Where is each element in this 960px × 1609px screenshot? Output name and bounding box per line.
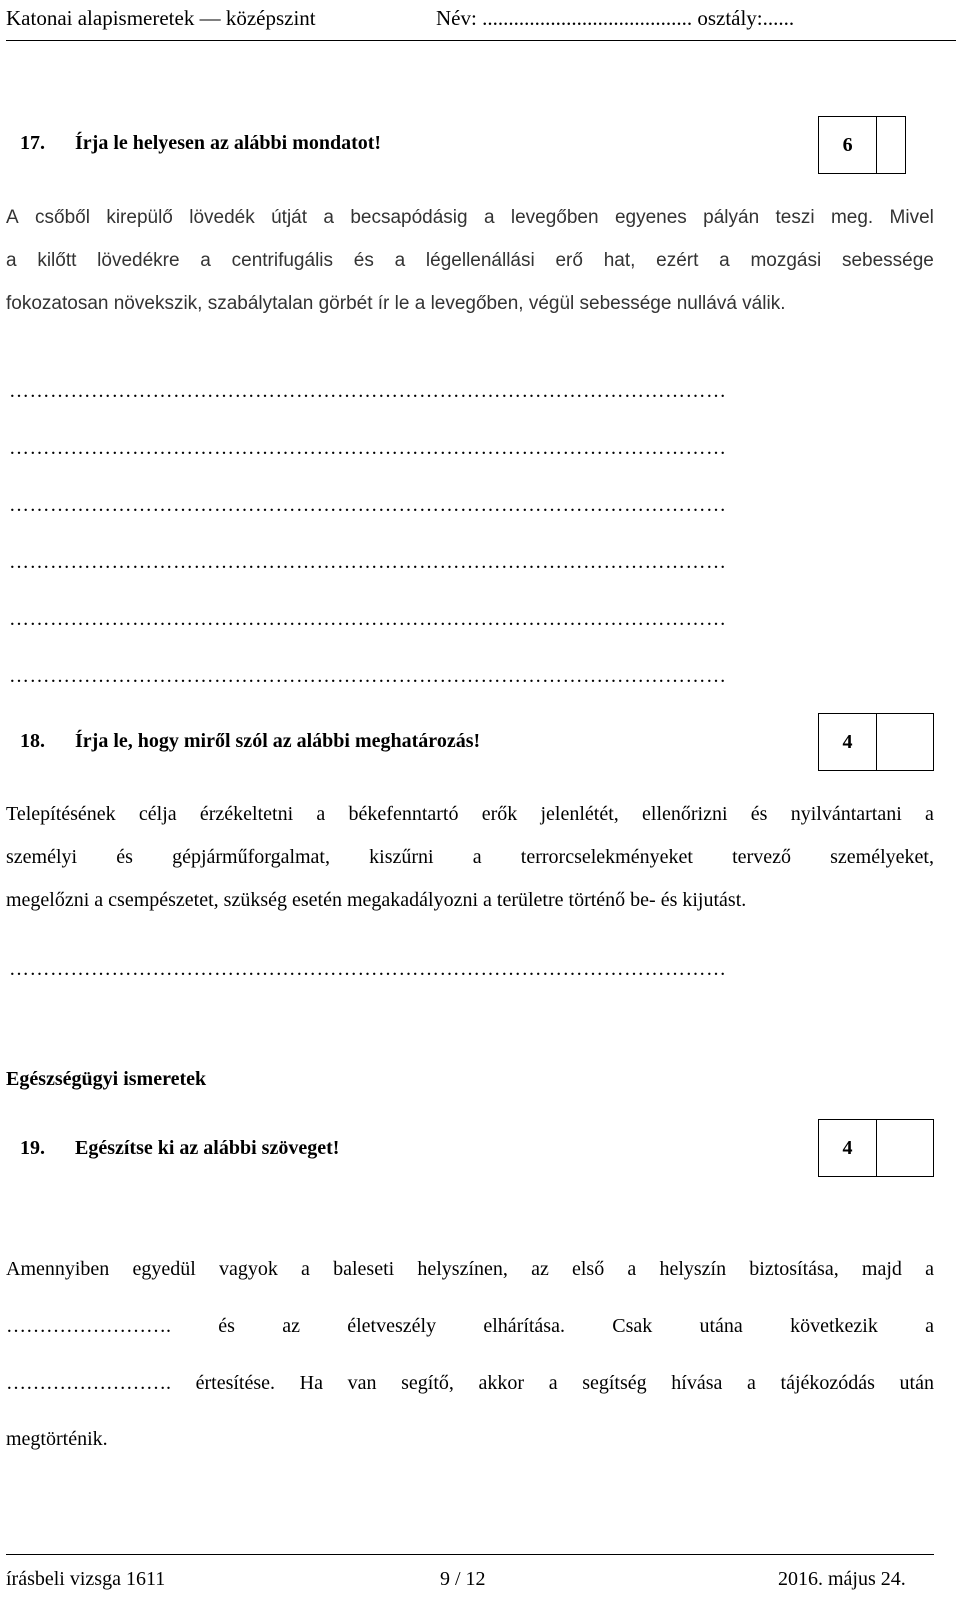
footer-exam-code: írásbeli vizsga 1611 [6, 1568, 166, 1590]
word: helyszínen, [417, 1258, 508, 1280]
word: egyenes [614, 207, 687, 228]
word: kirepülő [106, 207, 173, 228]
word: Amennyiben [6, 1258, 110, 1280]
word: a [627, 1258, 637, 1280]
word: hat, [603, 250, 636, 271]
header-name-class: Név: ........................................ osztály:...... [436, 6, 795, 30]
word: személyeket, [830, 846, 934, 868]
word: a [301, 1258, 310, 1280]
word: hívása [671, 1372, 723, 1394]
word: nyilvántartani [790, 803, 902, 825]
word: Ha [299, 1372, 323, 1394]
q19-number: 19. [20, 1137, 45, 1159]
word: a [316, 803, 326, 825]
word: jelenlétét, [540, 803, 619, 825]
word: helyszín [659, 1258, 727, 1280]
word: és [116, 846, 133, 868]
word: a [323, 207, 334, 228]
word: útját [271, 207, 308, 228]
word: Mivel [889, 207, 934, 228]
word: az [531, 1258, 549, 1280]
q17-line-3: fokozatosan növekszik, szabálytalan görbét ír le a levegőben, végül sebessége nullává válik. [6, 293, 786, 314]
word: és [750, 803, 768, 825]
footer-page-number: 9 / 12 [440, 1568, 486, 1590]
q17-answer-line-4[interactable]: …………………………………………………………………………………………… [9, 551, 727, 573]
q18-line-1 [6, 803, 934, 826]
q17-answer-line-3[interactable]: …………………………………………………………………………………………… [9, 494, 727, 516]
word: teszi [775, 207, 815, 228]
word: kilőtt [37, 250, 77, 271]
word: tervező [732, 846, 791, 868]
q18-score-max: 4 [842, 730, 853, 753]
q19-line-3 [6, 1372, 934, 1395]
word: kiszűrni [369, 846, 434, 868]
word: célja [138, 803, 177, 825]
word: becsapódásig [350, 207, 468, 228]
q17-answer-line-1[interactable]: …………………………………………………………………………………………… [9, 380, 727, 402]
fill-in-blank[interactable]: ……………………. [6, 1315, 171, 1337]
word: elhárítása. [483, 1315, 565, 1337]
word: ellenőrizni [642, 803, 728, 825]
q19-line-1 [6, 1258, 934, 1281]
section-title: Egészségügyi ismeretek [6, 1068, 207, 1090]
header-subject: Katonai alapismeretek — középszint [6, 6, 316, 30]
q19-score-box [818, 1119, 934, 1177]
q18-score-box [818, 713, 934, 771]
word: Csak [612, 1315, 653, 1337]
q17-title: Írja le helyesen az alábbi mondatot! [75, 132, 382, 154]
word: segítség [582, 1372, 647, 1394]
word: légellenállási [425, 250, 535, 271]
word: terrorcselekményeket [520, 846, 693, 868]
q17-answer-line-5[interactable]: …………………………………………………………………………………………… [9, 608, 727, 630]
word: akkor [478, 1372, 525, 1394]
word: a [200, 250, 211, 271]
q18-title: Írja le, hogy miről szól az alábbi meghatározás! [75, 730, 481, 752]
word: a [6, 250, 17, 271]
q18-answer-line[interactable]: …………………………………………………………………………………………… [9, 958, 727, 980]
word: van [347, 1372, 377, 1394]
word: ezért [656, 250, 699, 271]
word: pályán [703, 207, 760, 228]
word: a [925, 1258, 934, 1280]
q17-score-max: 6 [842, 133, 853, 156]
word: centrifugális [231, 250, 334, 271]
word: a [472, 846, 482, 868]
q18-score-earned[interactable] [876, 714, 933, 770]
q19-score-earned[interactable] [876, 1120, 933, 1176]
word: személyi [6, 846, 78, 868]
q19-score-max: 4 [842, 1136, 853, 1159]
q18-line-2 [6, 846, 934, 869]
word: biztosítása, [749, 1258, 839, 1280]
word: a [925, 803, 934, 825]
word: segítő, [401, 1372, 454, 1394]
q19-line-4: megtörténik. [6, 1428, 108, 1450]
q19-title: Egészítse ki az alábbi szöveget! [75, 1137, 340, 1159]
word: és [353, 250, 374, 271]
word: gépjárműforgalmat, [172, 846, 330, 868]
fill-in-blank[interactable]: ……………………. [6, 1372, 171, 1394]
word: majd [861, 1258, 902, 1280]
q17-score-earned[interactable] [876, 117, 905, 173]
word: érzékeltetni [199, 803, 294, 825]
footer-divider [6, 1554, 934, 1555]
word: a [548, 1372, 558, 1394]
word: Telepítésének [6, 803, 116, 825]
word: életveszély [347, 1315, 437, 1337]
q17-answer-line-6[interactable]: …………………………………………………………………………………………… [9, 665, 727, 687]
footer-date: 2016. május 24. [778, 1568, 906, 1590]
word: első [572, 1258, 605, 1280]
header-divider [6, 40, 956, 41]
q17-line-2 [6, 250, 934, 272]
word: mozgási [750, 250, 822, 271]
word: baleseti [333, 1258, 395, 1280]
word: a [483, 207, 495, 228]
word: vagyok [218, 1258, 278, 1280]
word: csőből [35, 207, 90, 228]
word: levegőben [510, 207, 599, 228]
word: után [899, 1372, 934, 1394]
word: egyedül [132, 1258, 196, 1280]
word: a [394, 250, 406, 271]
q17-answer-line-2[interactable]: …………………………………………………………………………………………… [9, 437, 727, 459]
q17-score-box [818, 116, 906, 174]
word: a [925, 1315, 934, 1337]
q18-number: 18. [20, 730, 45, 752]
word: a [719, 250, 730, 271]
q19-line-2 [6, 1315, 934, 1338]
q18-line-3: megelőzni a csempészetet, szükség esetén megakadályozni a területre történő be- és kijutást. [6, 889, 747, 911]
word: lövedékre [97, 250, 180, 271]
word: sebessége [841, 250, 934, 271]
word: A [6, 207, 19, 228]
word: erők [481, 803, 518, 825]
word: a [747, 1372, 756, 1394]
word: békefenntartó [348, 803, 459, 825]
word: utána [699, 1315, 743, 1337]
word: következik [790, 1315, 878, 1337]
word: az [282, 1315, 300, 1337]
word: tájékozódás [780, 1372, 875, 1394]
word: meg. [830, 207, 874, 228]
word: értesítése. [195, 1372, 276, 1394]
q17-number: 17. [20, 132, 45, 154]
word: erő [555, 250, 583, 271]
q17-line-1 [6, 207, 934, 229]
word: és [218, 1315, 235, 1337]
word: lövedék [189, 207, 255, 228]
